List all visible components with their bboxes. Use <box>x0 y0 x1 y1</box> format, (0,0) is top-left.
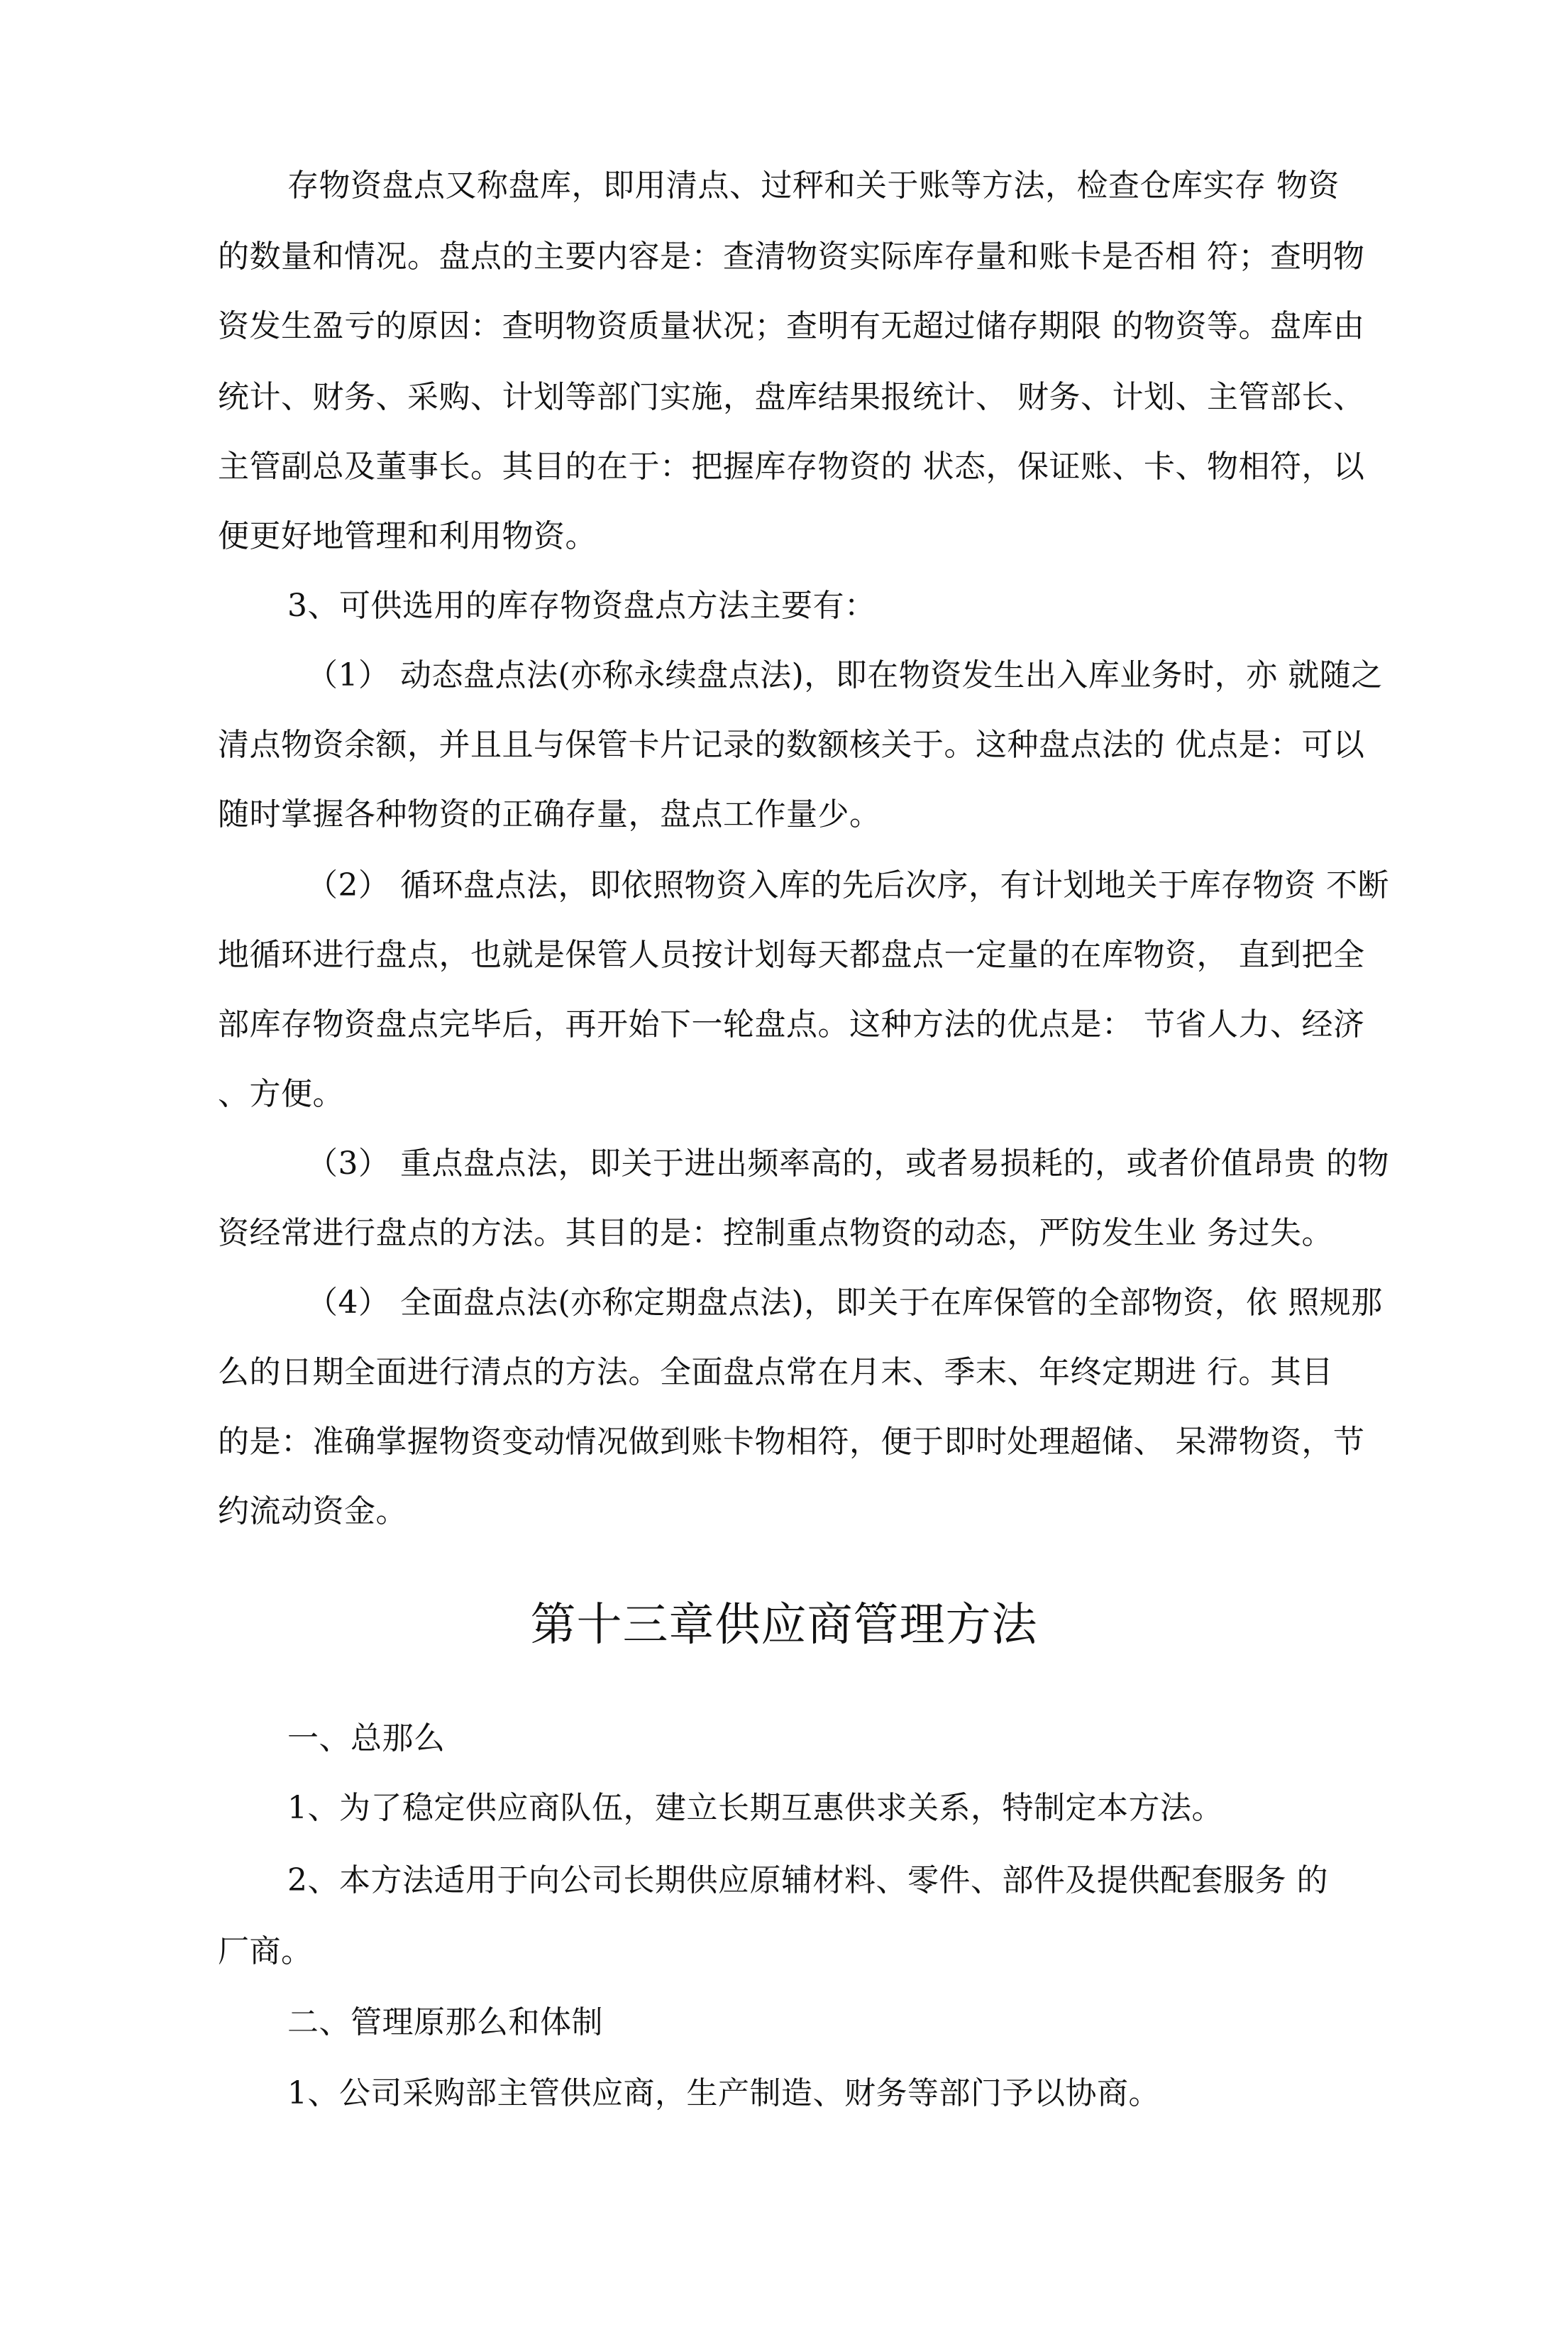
text-line: （3） 重点盘点法，即关于进出频率高的，或者易损耗的，或者价值昂贵 的物 <box>307 1145 1389 1182</box>
text-line: 资发生盈亏的原因：查明物资质量状况；查明有无超过储存期限 的物资等。盘库由 <box>218 308 1365 344</box>
text-line: （1） 动态盘点法(亦称永续盘点法)，即在物资发生出入库业务时，亦 就随之 <box>307 657 1383 693</box>
text-line: 约流动资金。 <box>218 1493 407 1529</box>
text-line: 主管副总及董事长。其目的在于：把握库存物资的 状态，保证账、卡、物相符，以 <box>218 449 1365 485</box>
text-line: 厂商。 <box>218 1933 313 1969</box>
chapter-title: 第十三章供应商管理方法 <box>530 1599 1038 1651</box>
text-line: 地循环进行盘点，也就是保管人员按计划每天都盘点一定量的在库物资， 直到把全 <box>218 937 1365 973</box>
text-line: 么的日期全面进行清点的方法。全面盘点常在月末、季末、年终定期进 行。其目 <box>218 1354 1333 1390</box>
text-line: 的数量和情况。盘点的主要内容是：查清物资实际库存量和账卡是否相 符；查明物 <box>218 238 1365 275</box>
text-line: 清点物资余额，并且且与保管卡片记录的数额核关于。这种盘点法的 优点是：可以 <box>218 727 1365 763</box>
text-line: （4） 全面盘点法(亦称定期盘点法)，即关于在库保管的全部物资，依 照规那 <box>307 1285 1383 1321</box>
text-line: 的是：准确掌握物资变动情况做到账卡物相符，便于即时处理超储、 呆滞物资，节 <box>218 1424 1365 1460</box>
principles-item-1: 1、公司采购部主管供应商，生产制造、财务等部门予以协商。 <box>287 2075 1160 2111</box>
text-line: 资经常进行盘点的方法。其目的是：控制重点物资的动态，严防发生业 务过失。 <box>218 1215 1333 1251</box>
text-line: 便更好地管理和利用物资。 <box>218 518 597 554</box>
text-line: 随时掌握各种物资的正确存量，盘点工作量少。 <box>218 796 881 832</box>
text-line: 存物资盘点又称盘库，即用清点、过秤和关于账等方法，检查仓库实存 物资 <box>287 167 1340 204</box>
section-heading-general: 一、总那么 <box>287 1720 446 1756</box>
general-item-1: 1、为了稳定供应商队伍，建立长期互惠供求关系，特制定本方法。 <box>287 1790 1223 1826</box>
text-line: 统计、财务、采购、计划等部门实施，盘库结果报统计、 财务、计划、主管部长、 <box>218 379 1365 415</box>
section-heading-principles: 二、管理原那么和体制 <box>287 2004 603 2040</box>
text-line: 部库存物资盘点完毕后，再开始下一轮盘点。这种方法的优点是： 节省人力、经济 <box>218 1006 1365 1043</box>
text-line: 2、本方法适用于向公司长期供应原辅材料、零件、部件及提供配套服务 的 <box>287 1862 1328 1898</box>
methods-intro: 3、可供选用的库存物资盘点方法主要有： <box>287 588 876 624</box>
text-line: （2） 循环盘点法，即依照物资入库的先后次序，有计划地关于库存物资 不断 <box>307 867 1389 903</box>
text-line: 、方便。 <box>218 1076 344 1112</box>
